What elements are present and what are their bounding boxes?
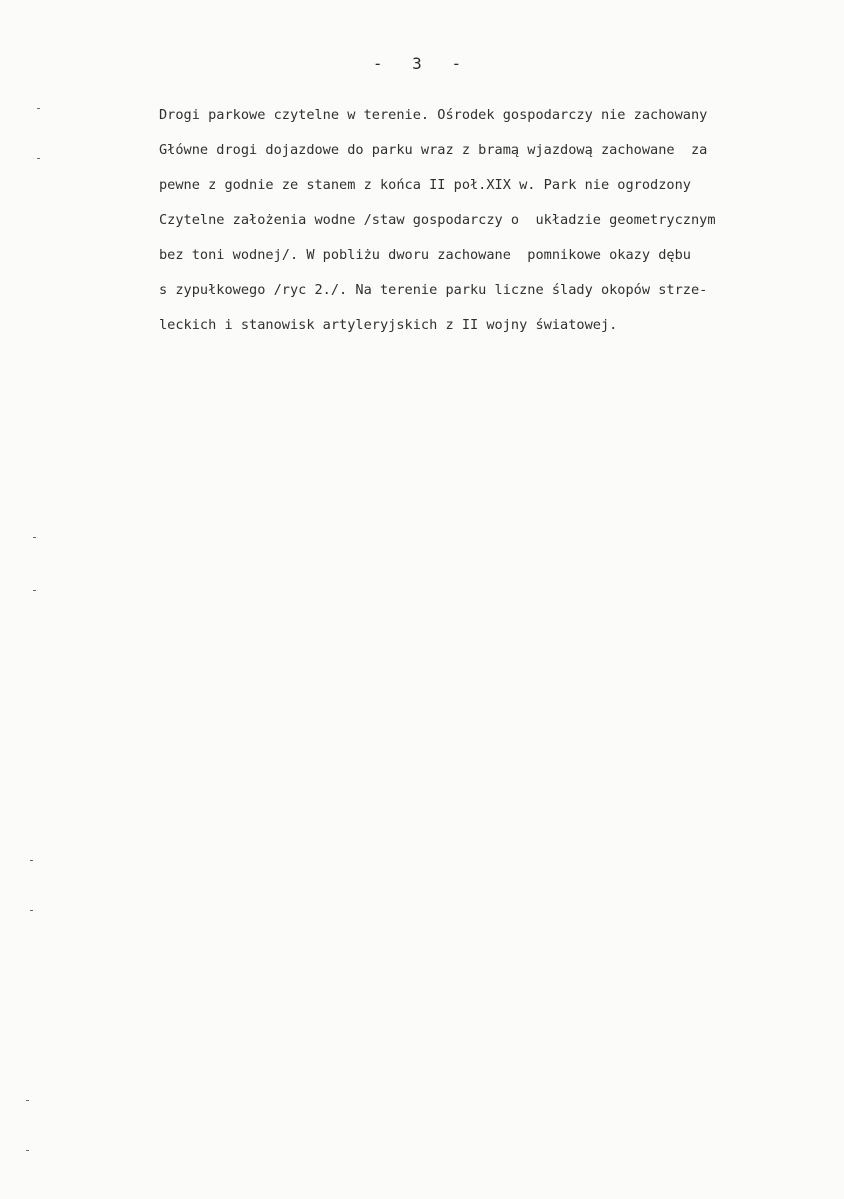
page-number: - 3 - (372, 54, 472, 73)
margin-speck (37, 108, 40, 109)
margin-speck (30, 910, 33, 911)
text-line: leckich i stanowisk artyleryjskich z II wojny światowej. (159, 317, 618, 333)
text-line: Drogi parkowe czytelne w terenie. Ośrodek gospodarczy nie zachowany (159, 107, 708, 123)
margin-speck (30, 860, 33, 861)
margin-speck (26, 1150, 29, 1151)
text-line: Czytelne założenia wodne /staw gospodarczy o układzie geometrycznym (159, 212, 716, 228)
text-line: bez toni wodnej/. W pobliżu dworu zachowane pomnikowe okazy dębu (159, 247, 691, 263)
text-line: pewne z godnie ze stanem z końca II poł.XIX w. Park nie ogrodzony (159, 177, 691, 193)
text-line: s zypułkowego /ryc 2./. Na terenie parku liczne ślady okopów strze- (159, 282, 708, 298)
body-paragraph (159, 98, 844, 343)
margin-speck (26, 1100, 29, 1101)
margin-speck (33, 537, 36, 538)
text-line: Główne drogi dojazdowe do parku wraz z bramą wjazdową zachowane za (159, 142, 708, 158)
margin-speck (37, 158, 40, 159)
margin-speck (33, 590, 36, 591)
